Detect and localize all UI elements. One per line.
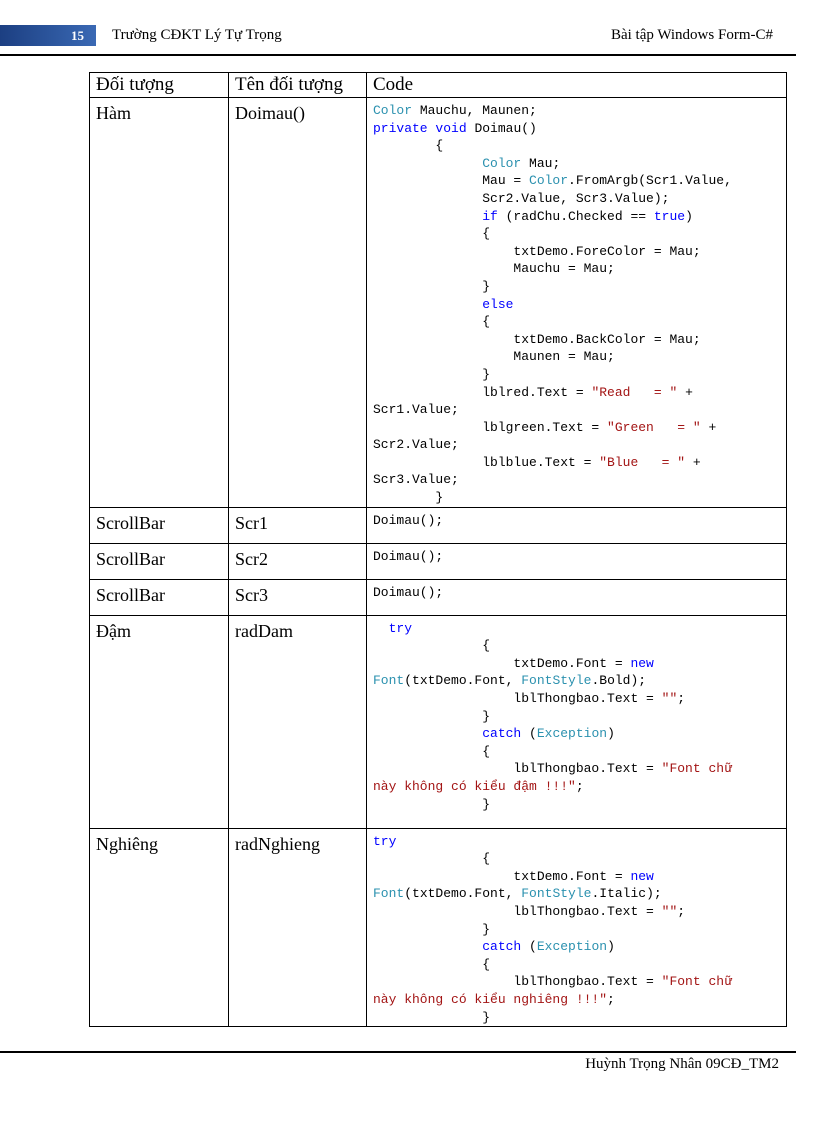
code-token: lblThongbao.Text = — [373, 691, 662, 707]
column-header-object: Đối tượng — [90, 73, 229, 98]
row-name: Scr3 — [229, 579, 367, 615]
code-token: "Read = " — [591, 384, 678, 400]
column-header-code: Code — [367, 73, 787, 98]
code-token: "Font chữ — [661, 761, 732, 777]
code-token: ; — [677, 904, 686, 920]
code-token: "" — [661, 904, 678, 920]
code-token: Mauchu, Maunen; — [412, 103, 537, 118]
code-token: Doimau(); — [373, 548, 444, 564]
code-token: ; — [607, 992, 615, 1007]
code-token: Doimau(); — [373, 584, 444, 600]
row-name: Doimau() — [229, 98, 367, 508]
code-table — [89, 72, 787, 1027]
row-name: radNghieng — [229, 828, 367, 1027]
row-code — [367, 507, 787, 543]
code-line — [373, 638, 490, 653]
code-line — [373, 226, 490, 241]
code-line — [373, 472, 459, 487]
code-token: } — [373, 1009, 491, 1025]
code-line — [373, 437, 459, 452]
code-line — [373, 279, 490, 294]
code-token: new — [630, 655, 654, 671]
row-object: Nghiêng — [90, 828, 229, 1027]
row-code — [367, 543, 787, 579]
footer-author: Huỳnh Trọng Nhân 09CĐ_TM2 — [585, 1056, 779, 1072]
code-line — [373, 656, 654, 671]
code-line — [373, 744, 490, 759]
table-row — [90, 579, 787, 615]
code-token — [373, 621, 389, 636]
code-token: Scr3.Value; — [373, 472, 459, 488]
code-line — [373, 455, 701, 470]
code-token: ; — [575, 779, 584, 794]
code-line — [373, 138, 443, 153]
code-token: } — [373, 921, 491, 937]
code-token: "Blue = " — [599, 454, 686, 470]
code-token: Font — [373, 673, 405, 689]
code-token: { — [373, 638, 491, 654]
row-code — [367, 828, 787, 1027]
school-name: Trường CĐKT Lý Tự Trọng — [112, 27, 282, 43]
table-row — [90, 828, 787, 1027]
code-token: try — [388, 620, 413, 636]
code-token: lblgreen.Text = — [373, 419, 608, 435]
code-token: new — [630, 868, 654, 884]
code-line — [373, 851, 490, 866]
table-header-row — [90, 73, 787, 98]
code-token: ) — [685, 208, 693, 224]
row-object: ScrollBar — [90, 579, 229, 615]
code-token: ; — [677, 691, 686, 707]
code-line — [373, 691, 685, 706]
code-token: catch — [482, 939, 522, 955]
code-token: ) — [607, 726, 615, 742]
code-line — [373, 367, 490, 382]
code-line — [373, 244, 701, 259]
code-line — [373, 402, 459, 417]
code-line — [373, 314, 490, 329]
code-token: lblThongbao.Text = — [373, 904, 662, 920]
code-token: Maunen = Mau; — [373, 349, 615, 365]
code-token: Color — [373, 103, 413, 118]
code-token: Font — [373, 886, 405, 902]
code-line — [373, 332, 701, 347]
code-token — [373, 726, 482, 741]
table-row — [90, 98, 787, 508]
header-divider — [0, 54, 796, 56]
code-token: ( — [521, 939, 537, 955]
code-line — [373, 1010, 490, 1025]
row-code — [367, 98, 787, 508]
code-line — [373, 779, 584, 794]
code-token: Scr1.Value; — [373, 402, 459, 418]
code-line — [373, 585, 443, 600]
code-token — [373, 939, 482, 954]
code-token: try — [373, 833, 397, 849]
code-token: lblblue.Text = — [373, 454, 600, 470]
code-token: này không có kiểu nghiêng !!!" — [373, 992, 608, 1007]
code-token: + — [700, 419, 717, 435]
code-line — [373, 156, 560, 171]
code-line — [373, 103, 537, 118]
code-token: } — [373, 366, 491, 382]
code-token: lblred.Text = — [373, 384, 592, 400]
column-header-name: Tên đối tượng — [229, 73, 367, 98]
code-token: else — [482, 296, 514, 312]
code-line — [373, 513, 443, 528]
code-line — [373, 974, 732, 989]
code-token: } — [373, 278, 491, 294]
row-code — [367, 579, 787, 615]
code-token: (txtDemo.Font, — [404, 673, 522, 689]
code-token: Mau = — [373, 173, 530, 189]
code-token: } — [373, 796, 491, 812]
code-token: Color — [482, 155, 522, 171]
code-line — [373, 420, 716, 435]
row-name: radDam — [229, 615, 367, 828]
code-line — [373, 904, 685, 919]
code-token: txtDemo.Font = — [373, 868, 631, 884]
row-object: Đậm — [90, 615, 229, 828]
code-token: { — [373, 138, 444, 154]
code-line — [373, 957, 490, 972]
row-name: Scr1 — [229, 507, 367, 543]
code-token: txtDemo.Font = — [373, 655, 631, 671]
code-token: Mau; — [521, 155, 561, 171]
code-token: } — [373, 708, 491, 724]
row-name: Scr2 — [229, 543, 367, 579]
code-token: Scr2.Value, Scr3.Value); — [373, 190, 670, 206]
code-line — [373, 191, 669, 206]
code-token: Exception — [536, 939, 608, 955]
code-line — [373, 349, 615, 364]
code-token: (radChu.Checked == — [497, 208, 654, 224]
code-token: { — [373, 956, 491, 972]
code-line — [373, 886, 662, 901]
code-token: Color — [529, 173, 569, 189]
code-line — [373, 761, 732, 776]
code-token: ( — [521, 726, 537, 742]
document-subject: Bài tập Windows Form-C# — [610, 27, 773, 43]
code-line — [373, 726, 615, 741]
code-token: "" — [661, 691, 678, 707]
code-line — [373, 709, 490, 724]
code-token: "Green = " — [607, 419, 701, 435]
code-token: { — [373, 314, 491, 330]
code-line — [373, 621, 412, 636]
code-token: + — [685, 454, 701, 470]
table-row — [90, 615, 787, 828]
code-token: .Bold); — [591, 673, 647, 689]
code-token: FontStyle — [521, 673, 592, 689]
code-line — [373, 297, 513, 312]
code-token: FontStyle — [521, 886, 592, 902]
code-line — [373, 173, 732, 188]
code-token: { — [373, 743, 491, 759]
code-line — [373, 490, 443, 505]
footer-divider — [0, 1051, 796, 1053]
code-token: (txtDemo.Font, — [404, 886, 522, 902]
code-token: .FromArgb(Scr1.Value, — [568, 173, 732, 189]
code-token — [373, 209, 482, 224]
code-token: Scr2.Value; — [373, 437, 459, 453]
code-token: + — [677, 384, 693, 400]
row-object: ScrollBar — [90, 507, 229, 543]
code-line — [373, 869, 654, 884]
code-line — [373, 261, 615, 276]
code-token: private — [373, 120, 428, 136]
code-token: catch — [482, 726, 522, 742]
code-token: ) — [607, 939, 615, 955]
code-token: "Font chữ — [661, 974, 732, 990]
code-line — [373, 939, 615, 954]
row-object: ScrollBar — [90, 543, 229, 579]
code-token — [373, 297, 482, 312]
code-line — [373, 385, 693, 400]
code-line — [373, 834, 396, 849]
code-line — [373, 992, 615, 1007]
table-row — [90, 543, 787, 579]
code-token: if — [482, 208, 498, 224]
code-token: Exception — [536, 726, 608, 742]
code-token: lblThongbao.Text = — [373, 974, 662, 990]
code-line — [373, 121, 537, 136]
code-line — [373, 549, 443, 564]
code-token: void — [435, 120, 467, 136]
code-token — [373, 156, 482, 171]
code-line — [373, 209, 693, 224]
code-token: } — [373, 490, 444, 506]
row-code — [367, 615, 787, 828]
code-token: { — [373, 851, 491, 867]
row-object: Hàm — [90, 98, 229, 508]
code-line — [373, 673, 646, 688]
code-token: txtDemo.BackColor = Mau; — [373, 331, 701, 347]
code-token: true — [653, 208, 686, 224]
code-token: lblThongbao.Text = — [373, 761, 662, 777]
code-line — [373, 922, 490, 937]
code-token: Doimau(); — [373, 512, 444, 528]
code-token: .Italic); — [591, 886, 662, 902]
code-token: Mauchu = Mau; — [373, 261, 615, 277]
code-token: { — [373, 226, 491, 242]
code-token: này không có kiểu đậm !!!" — [373, 779, 576, 794]
code-token: txtDemo.ForeColor = Mau; — [373, 243, 701, 259]
code-line — [373, 797, 490, 812]
code-token: Doimau() — [466, 120, 537, 136]
table-row — [90, 507, 787, 543]
page-number: 15 — [0, 25, 96, 46]
